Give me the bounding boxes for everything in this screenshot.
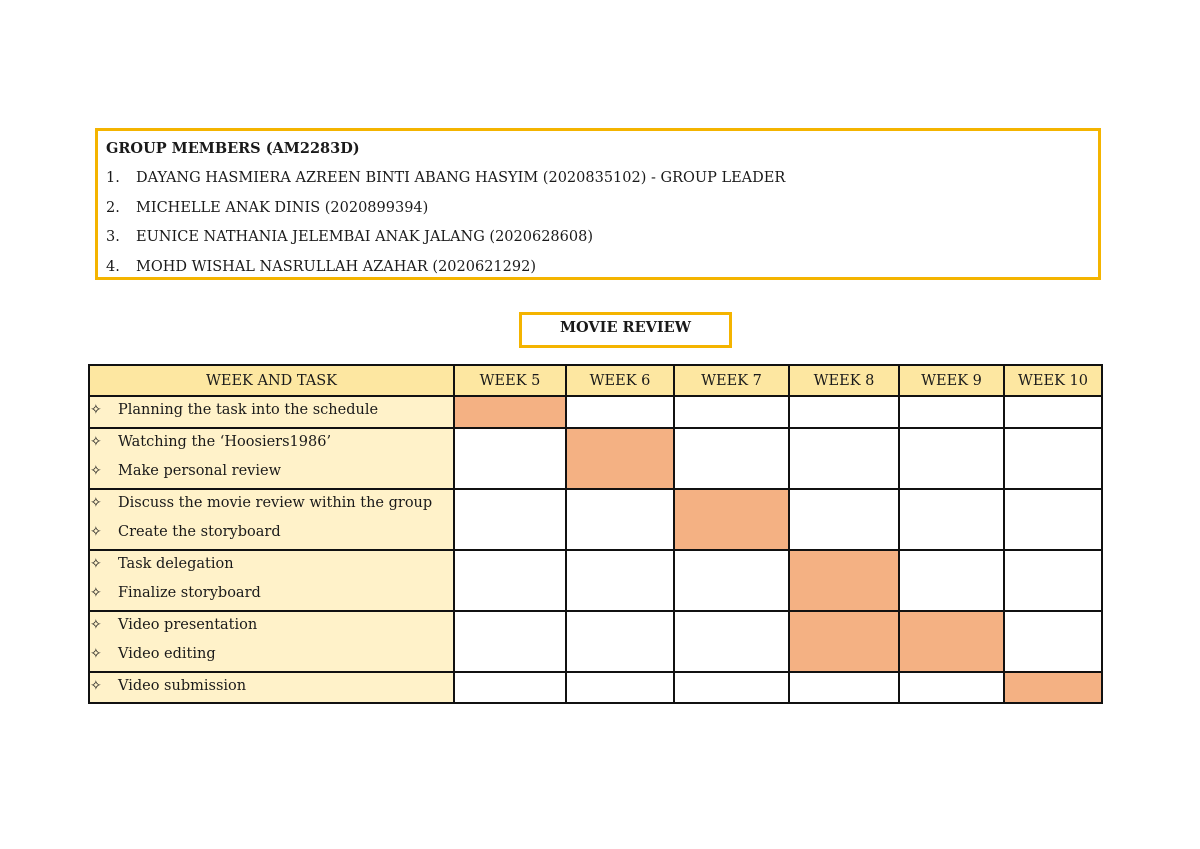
member-item <box>106 194 1090 224</box>
empty-week-cell <box>454 672 566 704</box>
task-label: Task delegation <box>118 555 234 572</box>
task-label: Discuss the movie review within the group <box>118 494 433 511</box>
star-bullet-icon: ✧ <box>90 555 102 572</box>
star-bullet-icon: ✧ <box>90 463 102 479</box>
task-cell <box>89 489 454 550</box>
header-week-9: WEEK 9 <box>899 365 1004 396</box>
task-item <box>90 429 453 459</box>
scheduled-week-cell <box>674 489 789 550</box>
schedule-body <box>89 396 1102 703</box>
schedule-table <box>88 364 1103 704</box>
task-label: Make personal review <box>118 463 281 479</box>
table-row <box>89 550 1102 611</box>
scheduled-week-cell <box>566 428 674 489</box>
task-label: Create the storyboard <box>118 524 281 540</box>
header-week-5: WEEK 5 <box>454 365 566 396</box>
task-label: Video presentation <box>118 616 258 633</box>
scheduled-week-cell <box>454 396 566 428</box>
member-item <box>106 164 1090 194</box>
table-row <box>89 396 1102 428</box>
task-cell <box>89 428 454 489</box>
star-bullet-icon: ✧ <box>90 494 102 511</box>
star-bullet-icon: ✧ <box>90 524 102 540</box>
header-week-7: WEEK 7 <box>674 365 789 396</box>
empty-week-cell <box>899 396 1004 428</box>
member-item <box>106 253 1090 283</box>
task-item <box>90 458 453 488</box>
schedule-header-row <box>89 365 1102 396</box>
scheduled-week-cell <box>899 611 1004 672</box>
member-item <box>106 223 1090 253</box>
task-cell <box>89 672 454 704</box>
star-bullet-icon: ✧ <box>90 616 102 633</box>
task-item <box>90 612 453 642</box>
empty-week-cell <box>566 489 674 550</box>
empty-week-cell <box>1004 489 1102 550</box>
empty-week-cell <box>899 672 1004 704</box>
star-bullet-icon: ✧ <box>90 402 102 418</box>
scheduled-week-cell <box>1004 672 1102 704</box>
empty-week-cell <box>674 428 789 489</box>
empty-week-cell <box>454 428 566 489</box>
member-number: 2. <box>106 199 120 216</box>
header-week-8: WEEK 8 <box>789 365 899 396</box>
group-members-title: GROUP MEMBERS (AM2283D) <box>106 140 360 157</box>
star-bullet-icon: ✧ <box>90 677 102 694</box>
task-item <box>90 551 453 581</box>
task-item <box>90 519 453 549</box>
empty-week-cell <box>454 489 566 550</box>
empty-week-cell <box>1004 396 1102 428</box>
star-bullet-icon: ✧ <box>90 585 102 601</box>
task-label: Finalize storyboard <box>118 585 261 601</box>
task-label: Video submission <box>118 677 247 694</box>
scheduled-week-cell <box>789 611 899 672</box>
task-cell <box>89 396 454 428</box>
empty-week-cell <box>789 396 899 428</box>
empty-week-cell <box>1004 428 1102 489</box>
member-name: DAYANG HASMIERA AZREEN BINTI ABANG HASYIM (2020835102) - GROUP LEADER <box>136 170 786 186</box>
scheduled-week-cell <box>789 550 899 611</box>
empty-week-cell <box>454 611 566 672</box>
member-name: MICHELLE ANAK DINIS (2020899394) <box>136 199 429 216</box>
document-title: MOVIE REVIEW <box>519 312 732 348</box>
empty-week-cell <box>566 611 674 672</box>
task-item <box>90 397 453 427</box>
empty-week-cell <box>899 550 1004 611</box>
empty-week-cell <box>899 489 1004 550</box>
empty-week-cell <box>789 672 899 704</box>
task-label: Video editing <box>118 646 216 662</box>
task-label: Watching the ‘Hoosiers1986’ <box>118 433 332 450</box>
member-number: 1. <box>106 170 120 186</box>
empty-week-cell <box>674 550 789 611</box>
star-bullet-icon: ✧ <box>90 433 102 450</box>
empty-week-cell <box>566 672 674 704</box>
header-week-10: WEEK 10 <box>1004 365 1102 396</box>
task-item <box>90 490 453 520</box>
group-members-box <box>95 128 1101 280</box>
empty-week-cell <box>1004 550 1102 611</box>
member-number: 4. <box>106 258 120 275</box>
empty-week-cell <box>1004 611 1102 672</box>
empty-week-cell <box>789 428 899 489</box>
star-bullet-icon: ✧ <box>90 646 102 662</box>
member-number: 3. <box>106 229 120 245</box>
empty-week-cell <box>454 550 566 611</box>
table-row <box>89 428 1102 489</box>
header-week-6: WEEK 6 <box>566 365 674 396</box>
task-item <box>90 580 453 610</box>
header-week-and-task: WEEK AND TASK <box>89 365 454 396</box>
table-row <box>89 611 1102 672</box>
empty-week-cell <box>674 672 789 704</box>
member-name: EUNICE NATHANIA JELEMBAI ANAK JALANG (2020628608) <box>136 229 593 245</box>
empty-week-cell <box>566 396 674 428</box>
task-cell <box>89 550 454 611</box>
empty-week-cell <box>674 611 789 672</box>
task-label: Planning the task into the schedule <box>118 402 379 418</box>
task-cell <box>89 611 454 672</box>
empty-week-cell <box>899 428 1004 489</box>
empty-week-cell <box>566 550 674 611</box>
member-name: MOHD WISHAL NASRULLAH AZAHAR (2020621292) <box>136 258 536 275</box>
empty-week-cell <box>674 396 789 428</box>
task-item <box>90 673 453 703</box>
table-row <box>89 672 1102 704</box>
task-item <box>90 641 453 671</box>
table-row <box>89 489 1102 550</box>
empty-week-cell <box>789 489 899 550</box>
